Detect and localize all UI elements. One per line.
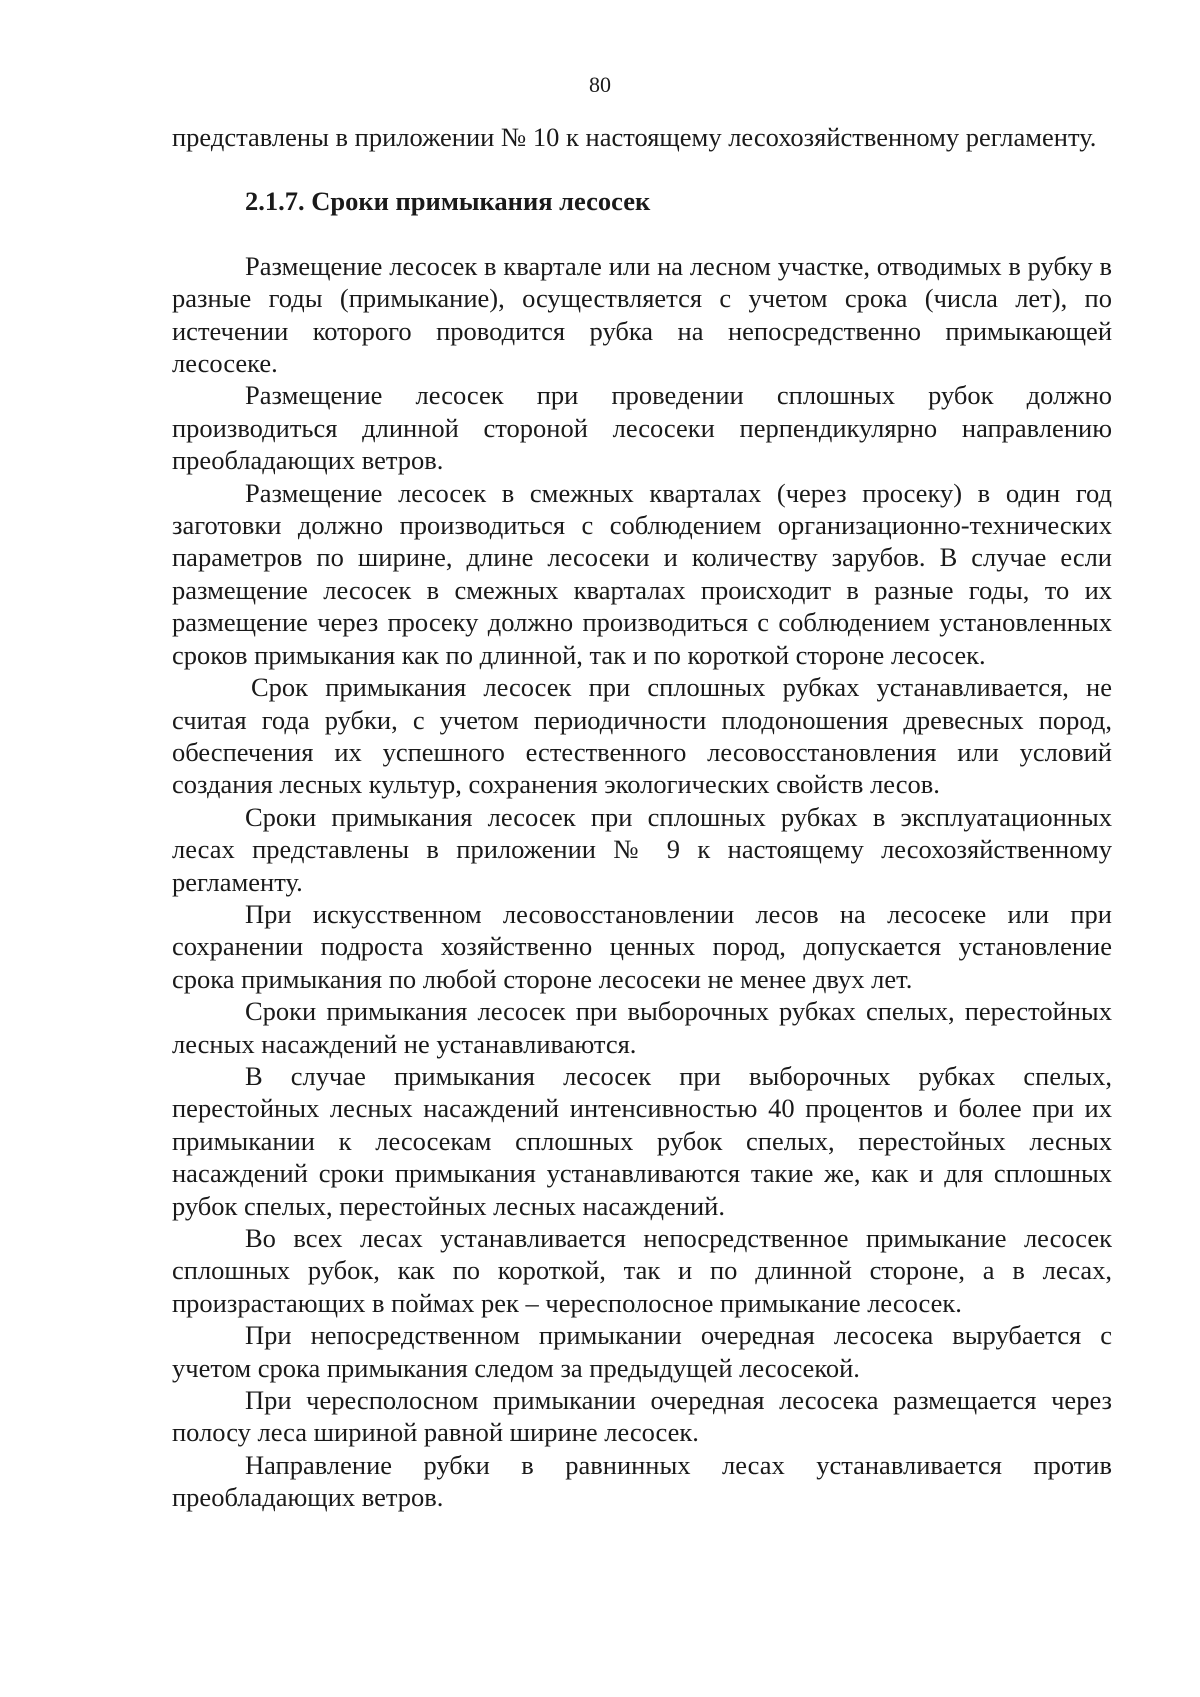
paragraph: При чересполосном примыкании очередная лесосека размещается через полосу леса шириной равной ширине лесосек.	[172, 1385, 1112, 1448]
paragraph: Сроки примыкания лесосек при выборочных рубках спелых, перестойных лесных насаждений не устанавливаются.	[172, 996, 1112, 1059]
paragraph: При искусственном лесовосстановлении лесов на лесосеке или при сохранении подроста хозяйственно ценных пород, допускается установление срока примыкания по любой стороне лесосеки не менее двух лет.	[172, 898, 1112, 994]
document-body	[172, 121, 1112, 1514]
paragraph: Во всех лесах устанавливается непосредственное примыкание лесосек сплошных рубок, как по короткой, так и по длинной стороне, а в лесах, произрастающих в поймах рек – чересполосное примыкание лесосек.	[172, 1223, 1112, 1318]
paragraph: Направление рубки в равнинных лесах устанавливается против преобладающих ветров.	[172, 1449, 1112, 1513]
paragraph: В случае примыкания лесосек при выборочных рубках спелых, перестойных лесных насаждений интенсивностью 40 процентов и более при их примыкании к лесосекам сплошных рубок спелых, перестойных лесных насаждений сроки примыкания устанавливаются такие же, как и для сплошных рубок спелых, перестойных лесных насаждений.	[172, 1060, 1112, 1221]
paragraph: Сроки примыкания лесосек при сплошных рубках в эксплуатационных лесах представлены в приложении № 9 к настоящему лесохозяйственному регламенту.	[172, 801, 1112, 897]
page-number: 80	[589, 72, 611, 97]
paragraph: Размещение лесосек в квартале или на лесном участке, отводимых в рубку в разные годы (примыкание), осуществляется с учетом срока (числа лет), по истечении которого проводится рубка на непосредственно примыкающей лесосеке.	[172, 250, 1112, 379]
paragraph: Срок примыкания лесосек при сплошных рубках устанавливается, не считая года рубки, с учетом периодичности плодоношения древесных пород, обеспечения их успешного естественного лесовосстановления или условий создания лесных культур, сохранения экологических свойств лесов.	[172, 672, 1112, 800]
paragraph: Размещение лесосек в смежных кварталах (через просеку) в один год заготовки должно производиться с соблюдением организационно-технических параметров по ширине, длине лесосеки и количеству зарубов. В случае если размещение лесосек в смежных кварталах происходит в разные годы, то их размещение через просеку должно производиться с соблюдением установленных сроков примыкания как по длинной, так и по короткой стороне лесосек.	[172, 477, 1112, 670]
paragraph: Размещение лесосек при проведении сплошных рубок должно производиться длинной стороной лесосеки перпендикулярно направлению преобладающих ветров.	[172, 380, 1112, 476]
paragraph: При непосредственном примыкании очередная лесосека вырубается с учетом срока примыкания следом за предыдущей лесосекой.	[172, 1320, 1112, 1383]
section-heading: 2.1.7. Сроки примыкания лесосек	[245, 186, 651, 217]
intro-paragraph: представлены в приложении № 10 к настоящему лесохозяйственному регламенту.	[172, 122, 1097, 152]
